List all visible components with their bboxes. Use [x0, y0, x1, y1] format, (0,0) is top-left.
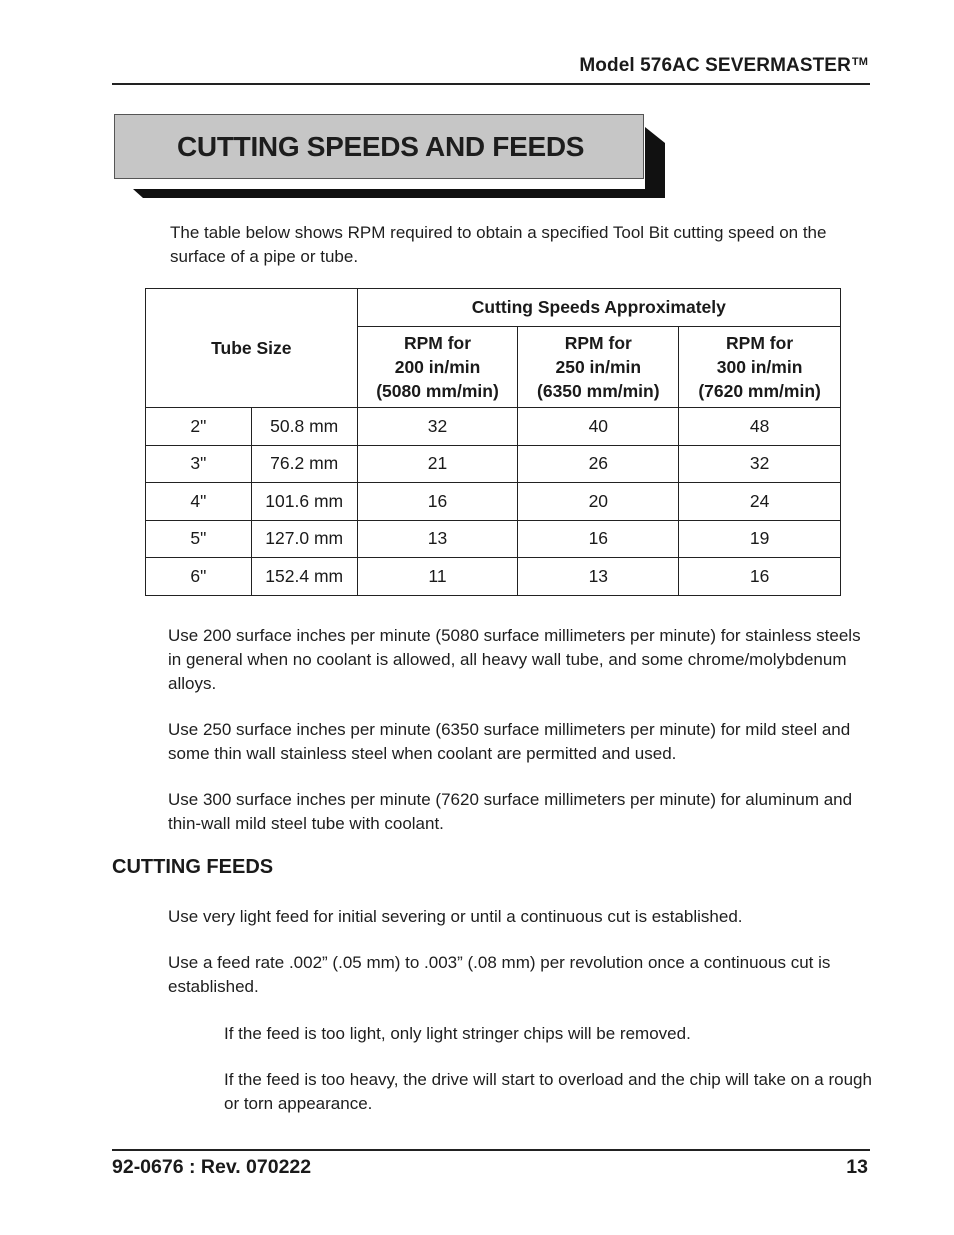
- cell-rpm-250: 26: [518, 445, 679, 483]
- table-row: [146, 408, 841, 446]
- cell-rpm-300: 32: [679, 445, 841, 483]
- trademark: TM: [851, 56, 868, 68]
- feed-sub-heavy: If the feed is too heavy, the drive will start to overload and the chip will take on a rough or torn appearance.: [224, 1070, 872, 1113]
- cutting-speeds-table: [145, 288, 841, 596]
- cell-rpm-300: 16: [679, 558, 841, 596]
- feed-sub-light: If the feed is too light, only light stringer chips will be removed.: [224, 1024, 691, 1043]
- intro-text: The table below shows RPM required to obtain a specified Tool Bit cutting speed on the surface of a pipe or tube.: [170, 223, 827, 266]
- table-row: [146, 445, 841, 483]
- speed-note-300: Use 300 surface inches per minute (7620 surface millimeters per minute) for aluminum and thin-wall mild steel tube with coolant.: [168, 790, 853, 833]
- table-header-row: [146, 289, 841, 327]
- footer-rule: [112, 1149, 870, 1151]
- table-row: [146, 483, 841, 521]
- cell-rpm-200: 13: [357, 520, 518, 558]
- table-row: [146, 520, 841, 558]
- cell-rpm-250: 20: [518, 483, 679, 521]
- cell-inch: 5": [146, 520, 252, 558]
- cell-rpm-250: 40: [518, 408, 679, 446]
- cutting-feeds-heading: CUTTING FEEDS: [112, 856, 274, 878]
- header-model: [579, 55, 868, 77]
- document-number: 92-0676 : Rev. 070222: [112, 1156, 312, 1178]
- cell-inch: 2": [146, 408, 252, 446]
- cell-rpm-200: 32: [357, 408, 518, 446]
- group-header: Cutting Speeds Approximately: [357, 289, 840, 327]
- table-row: [146, 558, 841, 596]
- cell-rpm-200: 21: [357, 445, 518, 483]
- speed-note-250: Use 250 surface inches per minute (6350 surface millimeters per minute) for mild steel and some thin wall stainless steel when coolant are permitted and used.: [168, 720, 851, 763]
- tube-size-header: Tube Size: [146, 289, 358, 408]
- cell-mm: 50.8 mm: [251, 408, 357, 446]
- page-title: CUTTING SPEEDS AND FEEDS: [177, 131, 585, 162]
- cell-rpm-200: 16: [357, 483, 518, 521]
- col-header-300: RPM for 300 in/min (7620 mm/min): [679, 327, 841, 408]
- feed-note-initial: Use very light feed for initial severing or until a continuous cut is established.: [168, 907, 743, 926]
- cell-rpm-250: 16: [518, 520, 679, 558]
- cell-rpm-300: 24: [679, 483, 841, 521]
- model-name: Model 576AC SEVERMASTER: [579, 55, 851, 76]
- cell-mm: 101.6 mm: [251, 483, 357, 521]
- cell-inch: 6": [146, 558, 252, 596]
- header-rule: [112, 83, 870, 85]
- cell-mm: 127.0 mm: [251, 520, 357, 558]
- col-header-250: RPM for 250 in/min (6350 mm/min): [518, 327, 679, 408]
- cell-inch: 4": [146, 483, 252, 521]
- speed-note-200: Use 200 surface inches per minute (5080 surface millimeters per minute) for stainless steels in general when no coolant is allowed, all heavy wall tube, and some chrome/molybdenum alloys.: [168, 626, 861, 693]
- title-banner: [114, 114, 644, 179]
- cell-rpm-250: 13: [518, 558, 679, 596]
- page-number: 13: [846, 1156, 868, 1178]
- cell-rpm-200: 11: [357, 558, 518, 596]
- col-header-200: RPM for 200 in/min (5080 mm/min): [357, 327, 518, 408]
- cell-mm: 152.4 mm: [251, 558, 357, 596]
- cell-inch: 3": [146, 445, 252, 483]
- feed-note-rate: Use a feed rate .002” (.05 mm) to .003” (.08 mm) per revolution once a continuous cut is established.: [168, 953, 831, 996]
- cell-mm: 76.2 mm: [251, 445, 357, 483]
- cell-rpm-300: 48: [679, 408, 841, 446]
- cell-rpm-300: 19: [679, 520, 841, 558]
